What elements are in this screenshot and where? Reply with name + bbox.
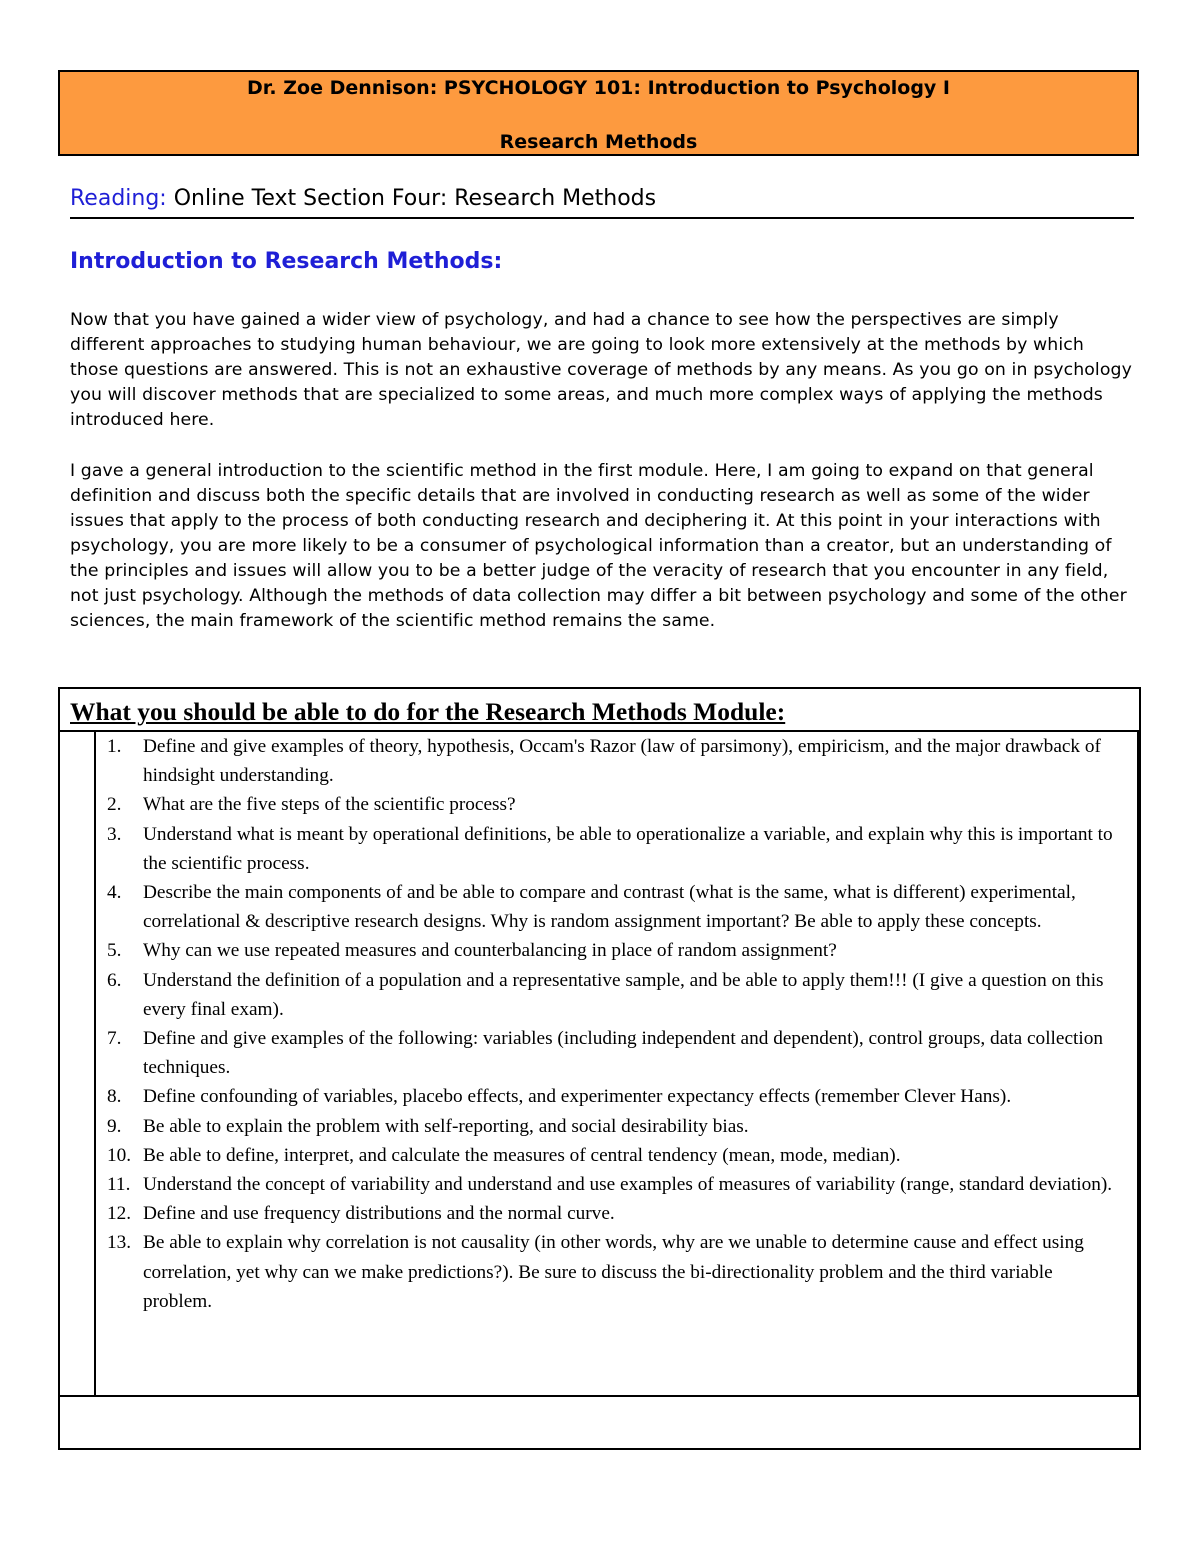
objectives-list <box>96 732 1116 1316</box>
intro-paragraph-2: I gave a general introduction to the scientific method in the first module. Here, I am going to expand on that general definition and discuss both the specific details that are involved in conducting research as well as some of the wider issues that apply to the process of both conducting research and deciphering it. At this point in your interactions with psychology, you are more likely to be a consumer of psychological information than a creator, but an understanding of the principles and issues will allow you to be a better judge of the veracity of research that you encounter in any field, not just psychology. Although the methods of data collection may differ a bit between psychology and some of the other sciences, the main framework of the scientific method remains the same. <box>70 461 1127 631</box>
list-item <box>96 1112 1116 1141</box>
list-item-text: Describe the main components of and be able to compare and contrast (what is the same, what is different) experimental, correlational & descriptive research designs. Why is random assignment important? Be able to apply these concepts. <box>143 882 1076 933</box>
section-divider <box>70 217 1134 219</box>
reading-label: Reading: <box>70 186 167 211</box>
list-item-number: 12. <box>107 1203 132 1225</box>
list-item <box>96 878 1116 936</box>
list-item <box>96 1228 1116 1316</box>
list-item-number: 10. <box>107 1144 132 1166</box>
list-item <box>96 1170 1116 1199</box>
list-item <box>96 966 1116 1024</box>
list-item <box>96 790 1116 819</box>
objectives-box <box>58 687 1141 1450</box>
list-item-text: Define and give examples of theory, hypothesis, Occam's Razor (law of parsimony), empiricism, and the major drawback of hindsight understanding. <box>143 736 1101 787</box>
list-item-text: What are the five steps of the scientific process? <box>143 794 516 816</box>
course-header <box>58 70 1139 156</box>
course-title: Dr. Zoe Dennison: PSYCHOLOGY 101: Introduction to Psychology I <box>246 77 950 99</box>
list-item-text: Define confounding of variables, placebo effects, and experimenter expectancy effects (remember Clever Hans). <box>143 1086 1012 1108</box>
list-item-text: Be able to explain why correlation is not causality (in other words, why are we unable to determine cause and effect using correlation, yet why can we make predictions?). Be sure to discuss the bi-directionality problem and the third variable problem. <box>143 1232 1084 1312</box>
list-item-text: Be able to define, interpret, and calculate the measures of central tendency (mean, mode, median). <box>143 1144 901 1166</box>
list-item-number: 8. <box>107 1086 122 1108</box>
list-item-number: 13. <box>107 1232 132 1254</box>
reading-text: Online Text Section Four: Research Methods <box>166 186 657 211</box>
list-item-text: Understand the definition of a population and a representative sample, and be able to apply them!!! (I give a question on this every final exam). <box>143 969 1104 1020</box>
list-item-number: 11. <box>107 1174 131 1196</box>
list-item <box>96 1141 1116 1170</box>
intro-paragraph-1: Now that you have gained a wider view of psychology, and had a chance to see how the perspectives are simply different approaches to studying human behaviour, we are going to look more extensively at the methods by which those questions are answered. This is not an exhaustive coverage of methods by any means. As you go on in psychology you will discover methods that are specialized to some areas, and much more complex ways of applying the methods introduced here. <box>70 310 1132 430</box>
table-border-right <box>1137 730 1139 1396</box>
list-item <box>96 1024 1116 1082</box>
reading-line <box>70 186 656 211</box>
list-item <box>96 732 1116 790</box>
module-title: Research Methods <box>499 131 698 153</box>
list-item-number: 2. <box>107 794 122 816</box>
list-item-text: Understand what is meant by operational definitions, be able to operationalize a variable, and explain why this is important to the scientific process. <box>143 823 1113 874</box>
list-item-number: 3. <box>107 823 122 845</box>
list-item-number: 6. <box>107 969 122 991</box>
list-item-number: 7. <box>107 1028 122 1050</box>
objectives-title: What you should be able to do for the Research Methods Module: <box>70 697 786 726</box>
list-item <box>96 1199 1116 1228</box>
list-item <box>96 1082 1116 1111</box>
list-item <box>96 820 1116 878</box>
list-item <box>96 936 1116 965</box>
list-item-text: Be able to explain the problem with self-reporting, and social desirability bias. <box>143 1115 749 1137</box>
intro-heading: Introduction to Research Methods: <box>70 249 503 274</box>
list-item-number: 5. <box>107 940 122 962</box>
list-item-text: Why can we use repeated measures and counterbalancing in place of random assignment? <box>143 940 837 962</box>
list-item-text: Define and give examples of the following: variables (including independent and dependent), control groups, data collection techniques. <box>143 1028 1104 1079</box>
list-item-number: 9. <box>107 1115 122 1137</box>
list-item-number: 4. <box>107 882 122 904</box>
list-item-text: Understand the concept of variability and understand and use examples of measures of variability (range, standard deviation). <box>143 1174 1113 1196</box>
table-border-bottom <box>60 1395 1139 1397</box>
list-item-number: 1. <box>107 736 122 757</box>
list-item-text: Define and use frequency distributions and the normal curve. <box>143 1203 615 1225</box>
